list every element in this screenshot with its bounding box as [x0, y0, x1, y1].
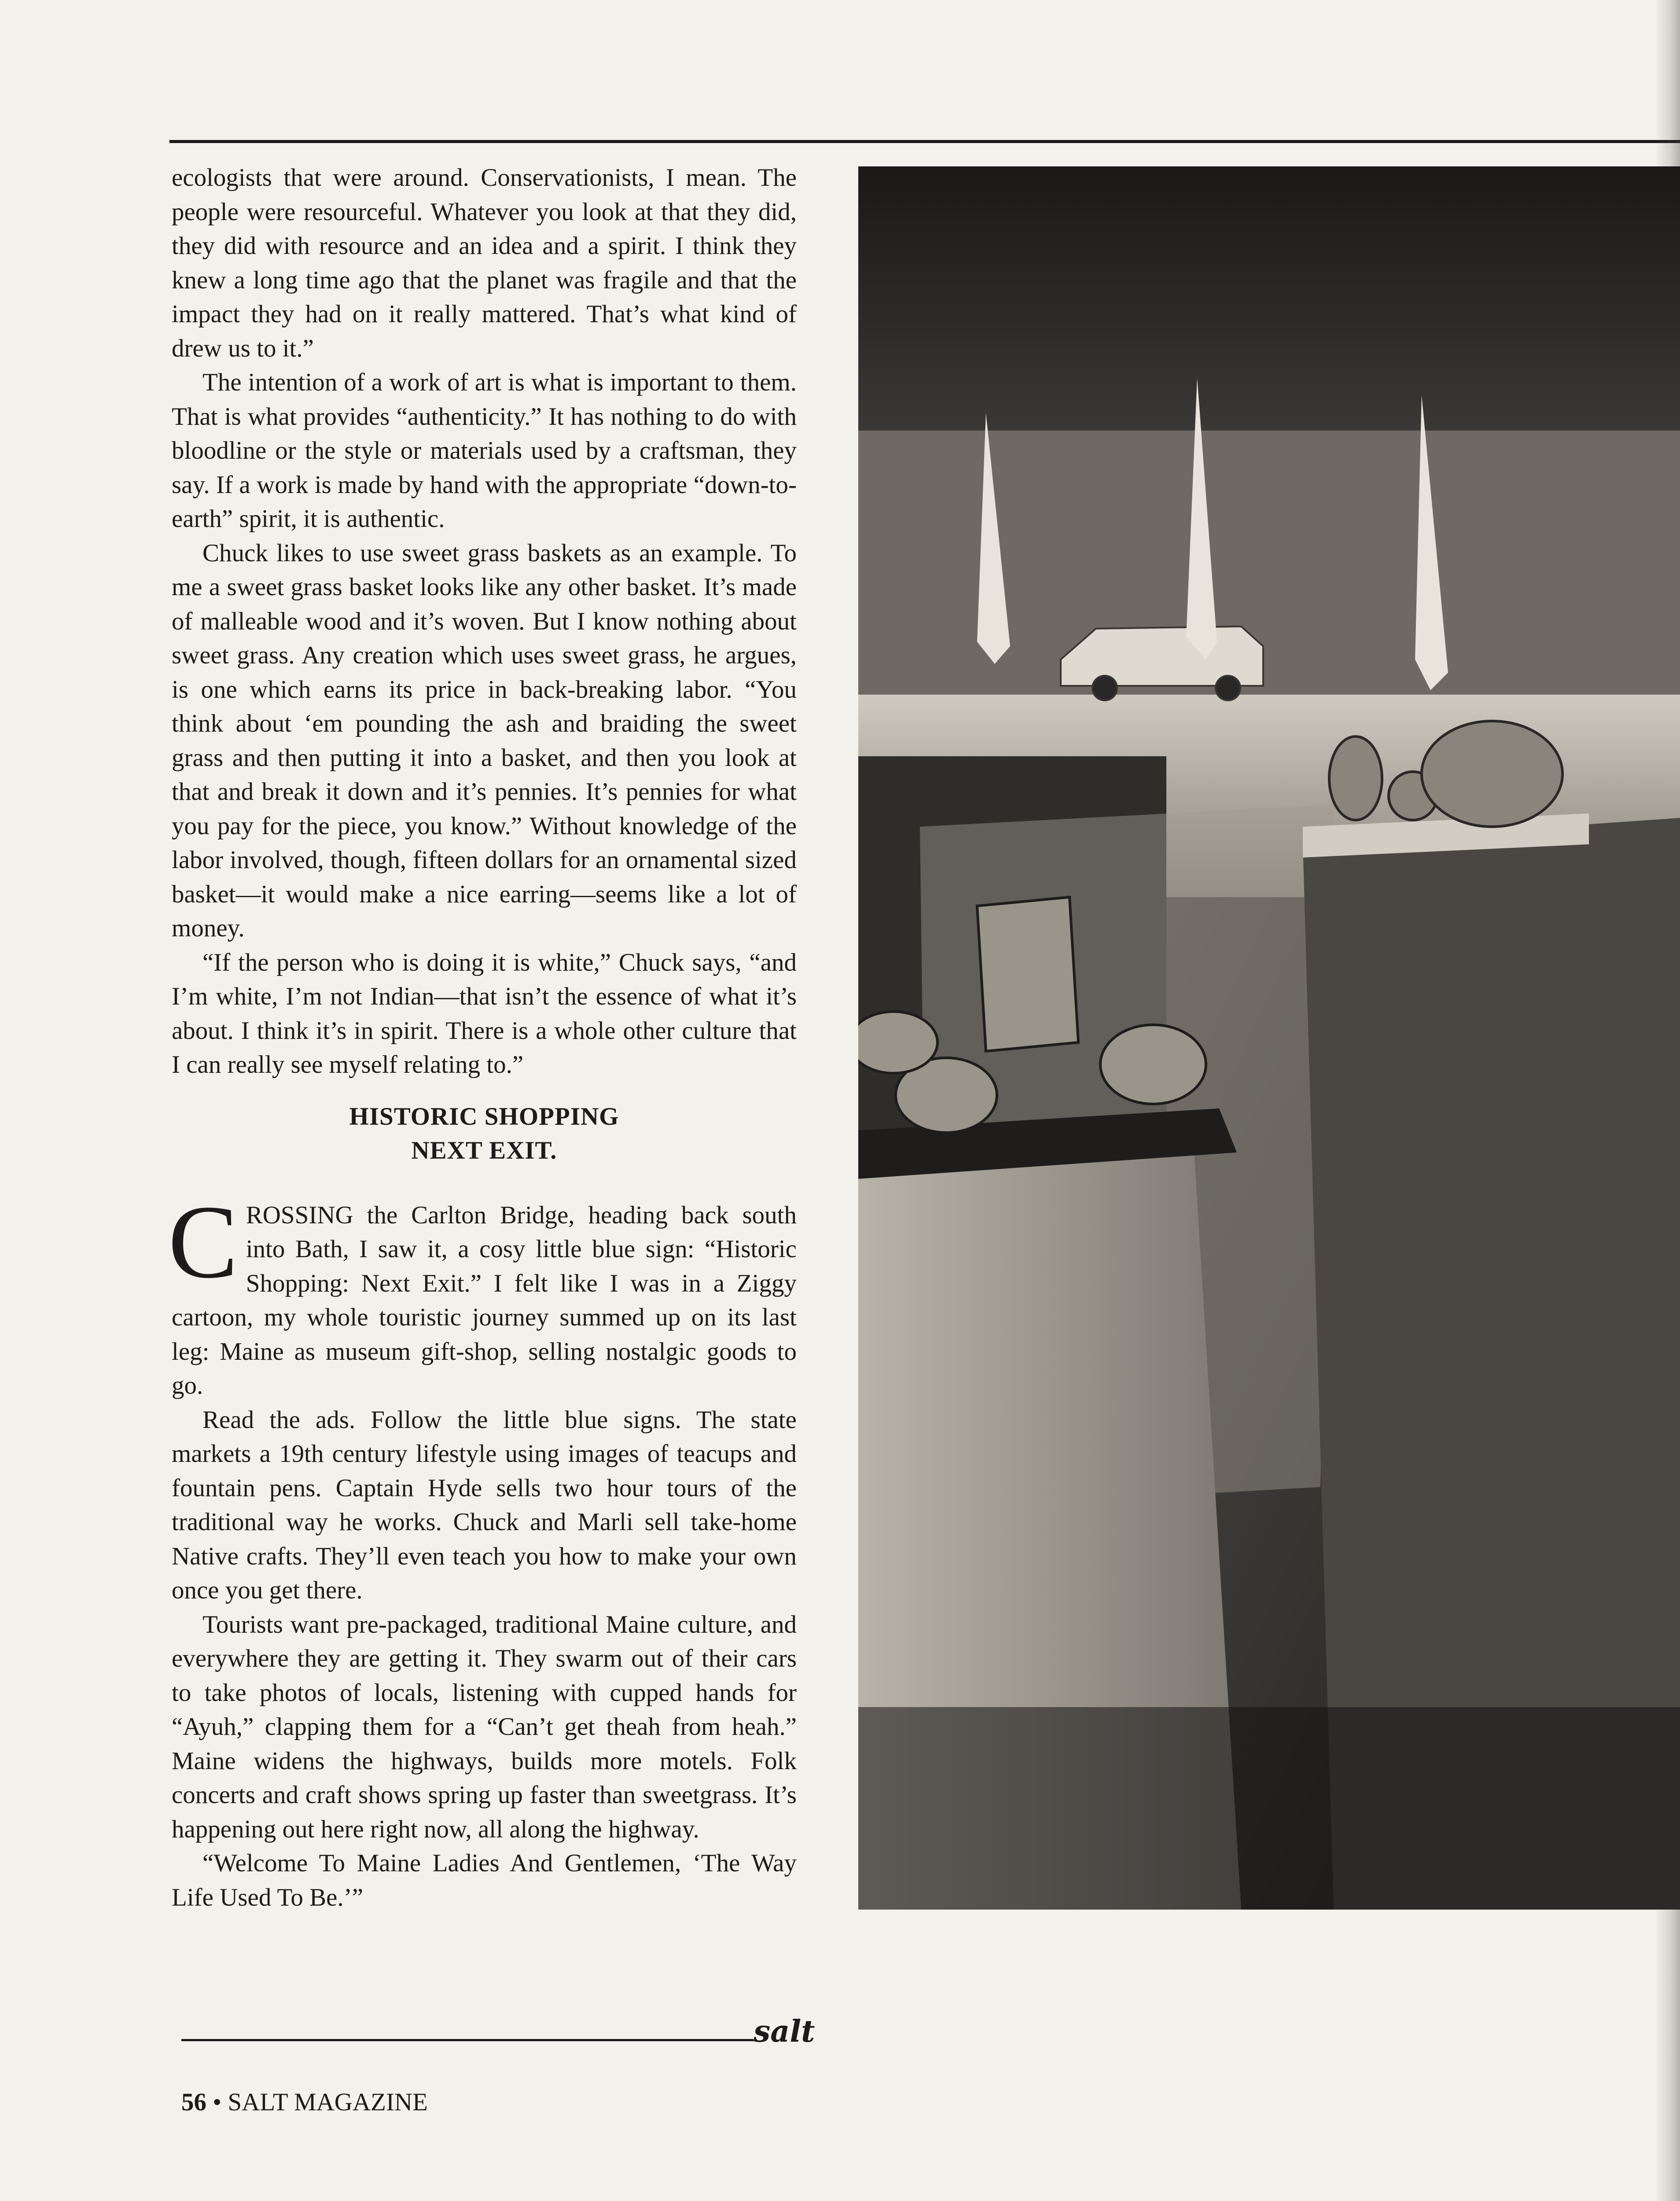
paragraph: “Welcome To Maine Ladies And Gentlemen, ‘The Way Life Used To Be.’”	[172, 1849, 797, 1911]
shop-window-photo	[858, 166, 1680, 1910]
end-mark-logo: salt	[754, 2014, 815, 2049]
page-number: 56	[181, 2088, 206, 2116]
paragraph: The intention of a work of art is what is important to them. That is what provides “authenticity.” It has nothing to do with bloodline or the style or materials used by a craftsman, they say. If a work is made by hand with the appropriate “down-to-earth” spirit, it is authentic.	[172, 368, 797, 533]
photo-shadow-bottom	[858, 1707, 1680, 1910]
article-column	[168, 161, 797, 1914]
section-heading-line-1: HISTORIC SHOPPING	[349, 1102, 619, 1130]
page-footer	[181, 2088, 428, 2116]
paragraph: Chuck likes to use sweet grass baskets as an example. To me a sweet grass basket looks like any other basket. It’s made of malleable wood and it’s woven. But I know nothing about sweet grass. Any creation which uses sweet grass, he argues, is one which earns its price in back-breaking labor. “You think about ‘em pounding the ash and braiding the sweet grass and then putting it into a basket, and then you look at that and break it down and it’s pennies. It’s pennies for what you pay for the piece, you know.” Without knowledge of the labor involved, though, fifteen dollars for an ornamental sized basket—it would make a nice earring—seems like a lot of money.	[172, 539, 797, 942]
end-rule	[181, 2039, 754, 2041]
paragraph: ecologists that were around. Conservationists, I mean. The people were resourceful. Whatever you look at that they did, they did with resource and an idea and a spirit. I think they knew a long time ago that the planet was fragile and that the impact they had on it really mattered. That’s what kind of drew us to it.”	[172, 164, 797, 362]
footer-separator: •	[213, 2088, 222, 2116]
photo-ceiling	[858, 166, 1680, 431]
drop-cap-paragraph-text: ROSSING the Carlton Bridge, heading back south into Bath, I saw it, a cosy little blue sign: “Historic Shopping: Next Exit.” I felt like I was in a Ziggy cartoon, my whole touristic journey summed up on its last leg: Maine as museum gift-shop, selling nostalgic goods to go.	[172, 1201, 797, 1399]
paragraph: Tourists want pre-packaged, traditional Maine culture, and everywhere they are getting it. They swarm out of their cars to take photos of locals, listening with cupped hands for “Ayuh,” clapping them for a “Can’t get theah from heah.” Maine widens the highways, builds more motels. Folk concerts and craft shows spring up faster than sweetgrass. It’s happening out here right now, all along the highway.	[172, 1610, 797, 1843]
drop-cap: C	[168, 1184, 238, 1300]
magazine-name: SALT MAGAZINE	[228, 2088, 428, 2116]
section-heading-line-2: NEXT EXIT.	[411, 1136, 557, 1164]
section-heading	[172, 1100, 797, 1167]
drop-cap-paragraph	[168, 1184, 797, 1403]
paragraph: Read the ads. Follow the little blue signs. The state markets a 19th century lifestyle using images of teacups and fountain pens. Captain Hyde sells two hour tours of the traditional way he works. Chuck and Marli sell take-home Native crafts. They’ll even teach you how to make your own once you get there.	[172, 1406, 797, 1604]
top-rule	[169, 140, 1680, 143]
paragraph: “If the person who is doing it is white,” Chuck says, “and I’m white, I’m not Indian—that isn’t the essence of what it’s about. I think it’s in spirit. There is a whole other culture that I can really see myself relating to.”	[172, 948, 797, 1078]
